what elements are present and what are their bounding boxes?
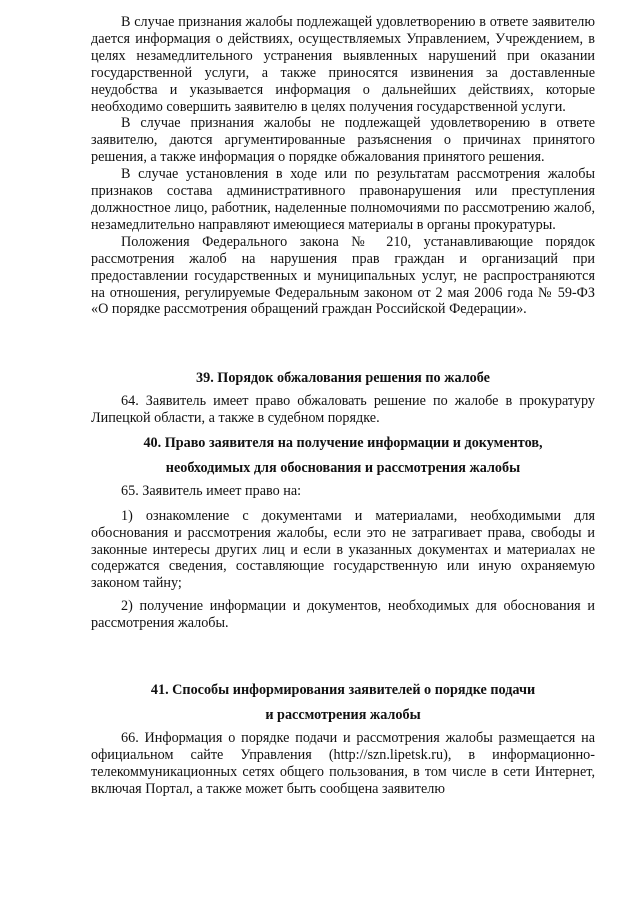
paragraph-offense-detected: В случае установления в ходе или по результатам рассмотрения жалобы признаков состава административного правонарушения или преступления должностное лицо, работник, наделенные полномочиями по рассмотрению жалоб, незамедлительно направляют имеющиеся материалы в органы прокуратуры. [91, 166, 595, 233]
paragraph-66: 66. Информация о порядке подачи и рассмотрения жалобы размещается на официальном сайте Управления (http://szn.lipetsk.ru), в информационно-телекоммуникационных сетях общего пользования, в том числе в сети Интернет, включая Портал, а также может быть сообщена заявителю [91, 729, 595, 797]
section-41-heading-line2: и рассмотрения жалобы [265, 707, 421, 723]
paragraph-65-item-2: 2) получение информации и документов, необходимых для обоснования и рассмотрения жалобы. [91, 598, 595, 632]
paragraph-64: 64. Заявитель имеет право обжаловать решение по жалобе в прокуратуру Липецкой области, а также в судебном порядке. [91, 393, 595, 427]
section-39-heading: 39. Порядок обжалования решения по жалобе [196, 370, 490, 387]
paragraph-satisfied-complaint: В случае признания жалобы подлежащей удовлетворению в ответе заявителю дается информация о действиях, осуществляемых Управлением, Учреждением, в целях незамедлительного устранения выявленных нарушений при оказании государственной услуги, а также приносятся извинения за доставленные неудобства и указывается информация о дальнейших действиях, которые необходимо совершить заявителю в целях получения государственной услуги. [91, 14, 595, 115]
section-40-heading-line1: 40. Право заявителя на получение информации и документов, [143, 435, 543, 452]
paragraph-65-item-1: 1) ознакомление с документами и материалами, необходимыми для обоснования и рассмотрения жалобы, если это не затрагивает права, свободы и законные интересы других лиц и если в указанных документах и материалах не содержатся сведения, составляющие государственную или иную охраняемую законом тайну; [91, 507, 595, 592]
paragraph-65: 65. Заявитель имеет право на: [121, 482, 302, 499]
section-40-heading-line2: необходимых для обоснования и рассмотрения жалобы [165, 459, 521, 476]
paragraph-rejected-complaint: В случае признания жалобы не подлежащей удовлетворению в ответе заявителю, даются аргументированные разъяснения о причинах принятого решения, а также информация о порядке обжалования принятого решения. [91, 115, 595, 166]
section-41-heading-line1: 41. Способы информирования заявителей о порядке подачи [150, 682, 536, 699]
paragraph-federal-law: Положения Федерального закона № 210, устанавливающие порядок рассмотрения жалоб на нарушения прав граждан и организаций при предоставлении государственных и муниципальных услуг, не распространяются на отношения, регулируемые Федеральным законом от 2 мая 2006 года № 59-ФЗ «О порядке рассмотрения обращений граждан Российской Федерации». [91, 233, 595, 318]
